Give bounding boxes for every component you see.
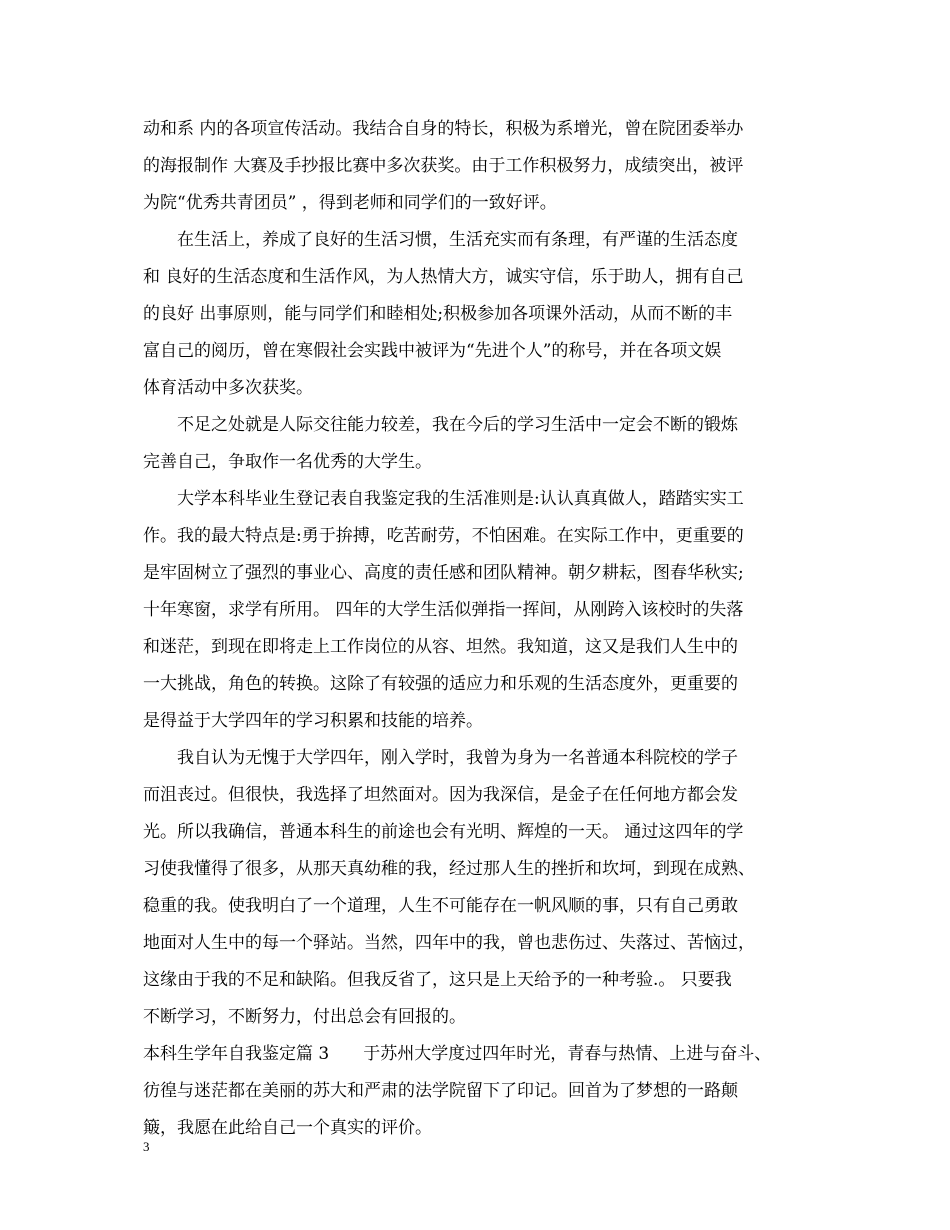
body-text-line: 大学本科毕业生登记表自我鉴定我的生活准则是:认认真真做人，踏踏实实工: [143, 489, 744, 509]
body-text-line: 习使我懂得了很多，从那天真幼稚的我，经过那人生的挫折和坎坷，到现在成熟、: [143, 859, 755, 879]
body-text-line: 的海报制作 大赛及手抄报比赛中多次获奖。由于工作积极努力，成绩突出，被评: [143, 156, 744, 176]
body-text-line: 和 良好的生活态度和生活作风，为人热情大方，诚实守信，乐于助人，拥有自己: [143, 267, 744, 287]
body-text-line: 作。我的最大特点是:勇于拚搏，吃苦耐劳，不怕困难。在实际工作中，更重要的: [143, 526, 744, 546]
body-text-line: 的良好 出事原则，能与同学们和睦相处;积极参加各项课外活动，从而不断的丰: [143, 304, 733, 324]
body-text-line: 彷徨与迷茫都在美丽的苏大和严肃的法学院留下了印记。回首为了梦想的一路颠: [143, 1081, 738, 1101]
body-text-line: 这缘由于我的不足和缺陷。但我反省了，这只是上天给予的一种考验.。 只要我: [143, 970, 732, 990]
section-heading-line: 本科生学年自我鉴定篇 3 于苏州大学度过四年时光，青春与热情、上进与奋斗、: [143, 1044, 772, 1064]
body-text-line: 地面对人生中的每一个驿站。当然，四年中的我，曾也悲伤过、失落过、苦恼过，: [143, 933, 755, 953]
body-text-line: 为院“优秀共青团员” ，得到老师和同学们的一致好评。: [143, 193, 557, 213]
body-text-line: 在生活上，养成了良好的生活习惯，生活充实而有条理，有严谨的生活态度: [143, 230, 738, 250]
body-text-line: 簸，我愿在此给自己一个真实的评价。: [143, 1118, 432, 1138]
body-text-line: 不足之处就是人际交往能力较差，我在今后的学习生活中一定会不断的锻炼: [143, 415, 738, 435]
body-text-line: 一大挑战，角色的转换。这除了有较强的适应力和乐观的生活态度外，更重要的: [143, 674, 738, 694]
body-text-line: 而沮丧过。但很快，我选择了坦然面对。因为我深信，是金子在任何地方都会发: [143, 785, 738, 805]
body-text-line: 稳重的我。使我明白了一个道理，人生不可能存在一帆风顺的事，只有自己勇敢: [143, 896, 738, 916]
body-text-line: 十年寒窗，求学有所用。 四年的大学生活似弹指一挥间，从刚跨入该校时的失落: [143, 600, 744, 620]
body-text-line: 光。所以我确信，普通本科生的前途也会有光明、辉煌的一天。 通过这四年的学: [143, 822, 744, 842]
body-text-line: 不断学习，不断努力，付出总会有回报的。: [143, 1007, 466, 1027]
body-text-line: 富自己的阅历，曾在寒假社会实践中被评为“先进个人”的称号，并在各项文娱: [143, 341, 722, 361]
body-text-line: 我自认为无愧于大学四年，刚入学时，我曾为身为一名普通本科院校的学子: [143, 748, 738, 768]
page-number: 3: [143, 1139, 150, 1154]
body-text-line: 是得益于大学四年的学习积累和技能的培养。: [143, 711, 483, 731]
body-text-line: 和迷茫，到现在即将走上工作岗位的从容、坦然。我知道，这又是我们人生中的: [143, 637, 738, 657]
body-text-line: 完善自己，争取作一名优秀的大学生。: [143, 452, 432, 472]
body-text-line: 动和系 内的各项宣传活动。我结合自身的特长，积极为系增光，曾在院团委举办: [143, 119, 744, 139]
body-text-line: 是牢固树立了强烈的事业心、高度的责任感和团队精神。朝夕耕耘，图春华秋实;: [143, 563, 744, 583]
body-text-line: 体育活动中多次获奖。: [143, 378, 313, 398]
